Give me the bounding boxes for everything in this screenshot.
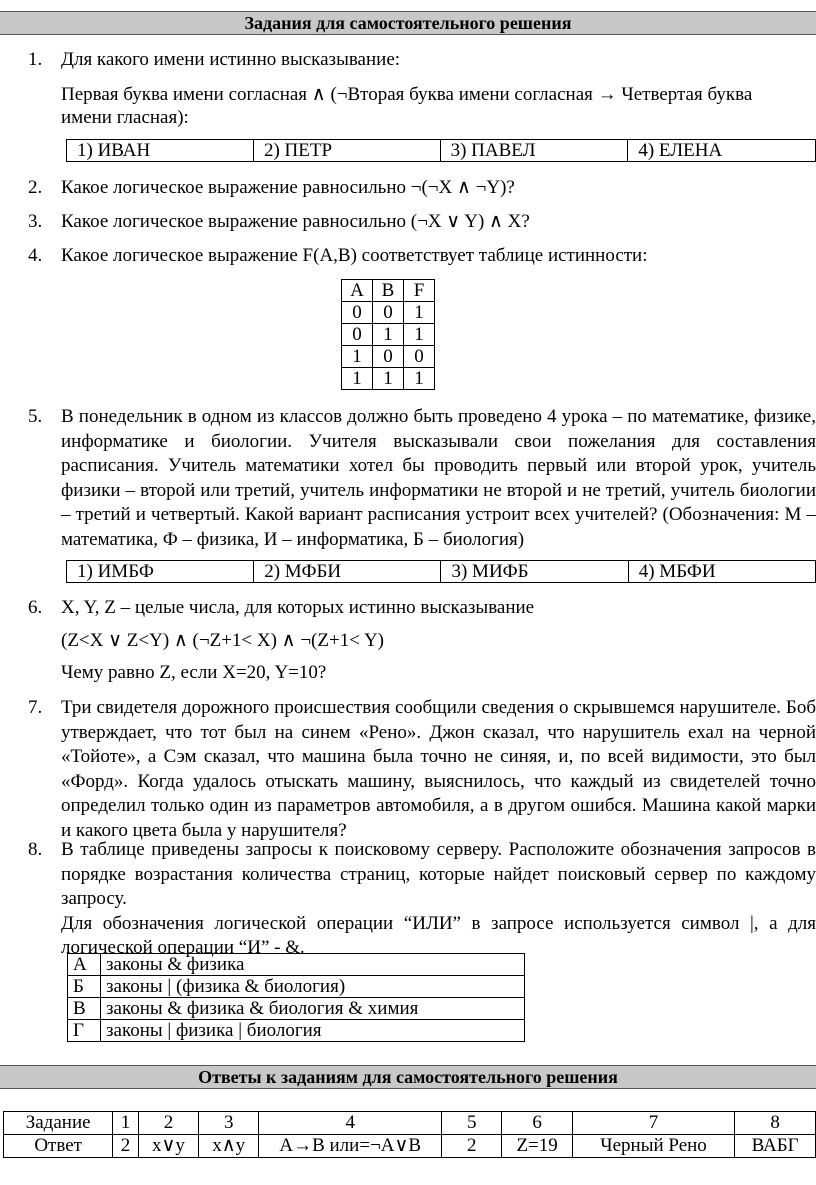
truth-table-header: A xyxy=(342,280,373,302)
q6-question: Чему равно Z, если X=20, Y=10? xyxy=(61,662,327,683)
question-4 xyxy=(28,244,816,269)
truth-table-cell: 1 xyxy=(404,302,435,324)
question-2 xyxy=(28,176,816,201)
option: 3) МИФБ xyxy=(441,561,628,583)
answers-cell: Черный Рено xyxy=(572,1135,734,1158)
table-row xyxy=(68,1020,525,1042)
answers-cell: 6 xyxy=(502,1112,572,1135)
option: 4) ЕЛЕНА xyxy=(628,140,816,162)
q1-expression-line2: имени гласная): xyxy=(61,107,189,128)
table-row xyxy=(68,976,525,998)
truth-table-cell: 1 xyxy=(373,324,404,346)
question-number: 8. xyxy=(28,839,43,860)
truth-table-cell: 1 xyxy=(342,346,373,368)
option: 3) ПАВЕЛ xyxy=(440,140,628,162)
answers-cell: 8 xyxy=(735,1112,816,1135)
query-text: законы & физика xyxy=(101,954,525,976)
truth-table-cell: 1 xyxy=(404,368,435,390)
section-header: Задания для самостоятельного решения xyxy=(0,11,816,35)
truth-table-cell: 0 xyxy=(373,346,404,368)
question-number: 6. xyxy=(28,597,43,618)
query-label: А xyxy=(68,954,101,976)
query-label: Г xyxy=(68,1020,101,1042)
question-text: Для какого имени истинно высказывание: xyxy=(61,49,401,70)
answers-cell: A→B или=¬A∨B xyxy=(259,1135,442,1158)
answers-cell: Z=19 xyxy=(502,1135,572,1158)
answers-cell: x∨y xyxy=(138,1135,198,1158)
question-text: В таблице приведены запросы к поисковому серверу. Расположите обозначения запросов в порядке возрастания количества страниц, которые найдет поисковый сервер по каждому запросу. xyxy=(61,839,816,909)
table-row xyxy=(4,1135,816,1158)
answers-table xyxy=(3,1111,816,1158)
answers-header: Ответы к заданиям для самостоятельного решения xyxy=(0,1065,816,1089)
question-number: 3. xyxy=(28,211,43,232)
query-label: Б xyxy=(68,976,101,998)
answers-cell: 7 xyxy=(572,1112,734,1135)
answers-cell: 5 xyxy=(442,1112,502,1135)
question-number: 4. xyxy=(28,245,43,266)
table-row xyxy=(68,954,525,976)
answers-cell: 4 xyxy=(259,1112,442,1135)
truth-table-cell: 1 xyxy=(342,368,373,390)
answers-cell: ВАБГ xyxy=(735,1135,816,1158)
truth-table-cell: 0 xyxy=(373,302,404,324)
truth-table-header: F xyxy=(404,280,435,302)
question-text: Какое логическое выражение F(A,B) соответствует таблице истинности: xyxy=(61,245,648,266)
q1-options-table xyxy=(66,139,816,162)
truth-table-cell: 1 xyxy=(373,368,404,390)
query-text: законы & физика & биология & химия xyxy=(101,998,525,1020)
question-6 xyxy=(28,596,816,621)
truth-table-cell: 1 xyxy=(404,324,435,346)
truth-table-cell: 0 xyxy=(404,346,435,368)
q6-expression: (Z<X ∨ Z<Y) ∧ (¬Z+1< X) ∧ ¬(Z+1< Y) xyxy=(61,630,385,651)
option: 1) ИВАН xyxy=(67,140,254,162)
truth-table xyxy=(341,279,435,390)
option: 1) ИМБФ xyxy=(67,561,254,583)
question-1 xyxy=(28,48,816,73)
truth-table-cell: 0 xyxy=(342,324,373,346)
query-table xyxy=(67,953,525,1042)
question-number: 1. xyxy=(28,49,43,70)
question-number: 7. xyxy=(28,697,43,718)
query-text: законы | физика | биология xyxy=(101,1020,525,1042)
answers-cell: Ответ xyxy=(4,1135,113,1158)
question-text: В понедельник в одном из классов должно быть проведено 4 урока – по математике, физике, информатике и биологии. Учителя высказывали свои пожелания для составления расписания. Учитель математики хотел бы проводить первый или второй урок, учитель физики – второй или третий, учитель информатики не второй и не третий, учитель биологии – третий и четвертый. Какой вариант расписания устроит всех учителей? (Обозначения: М – математика, Ф – физика, И – информатика, Б – биология) xyxy=(61,406,816,550)
truth-table-header: B xyxy=(373,280,404,302)
question-7 xyxy=(28,696,816,843)
question-number: 5. xyxy=(28,406,43,427)
answers-cell: 2 xyxy=(442,1135,502,1158)
question-note: Для обозначения логической операции “ИЛИ” в запросе используется символ |, а для логической операции “И” - &. xyxy=(61,912,816,958)
answers-cell: 1 xyxy=(113,1112,139,1135)
option: 4) МБФИ xyxy=(628,561,815,583)
table-row xyxy=(68,998,525,1020)
option: 2) МФБИ xyxy=(254,561,441,583)
option: 2) ПЕТР xyxy=(253,140,440,162)
question-text: Какое логическое выражение равносильно (¬X ∨ Y) ∧ X? xyxy=(61,211,530,232)
query-text: законы | (физика & биология) xyxy=(101,976,525,998)
question-text: Какое логическое выражение равносильно ¬(¬X ∧ ¬Y)? xyxy=(61,177,515,198)
question-3 xyxy=(28,210,816,235)
question-number: 2. xyxy=(28,177,43,198)
question-5 xyxy=(28,405,816,552)
answers-cell: 3 xyxy=(199,1112,259,1135)
answers-cell: x∧y xyxy=(199,1135,259,1158)
answers-cell: 2 xyxy=(138,1112,198,1135)
answers-cell: 2 xyxy=(113,1135,139,1158)
answers-cell: Задание xyxy=(4,1112,113,1135)
query-label: В xyxy=(68,998,101,1020)
truth-table-cell: 0 xyxy=(342,302,373,324)
table-row xyxy=(4,1112,816,1135)
question-8 xyxy=(28,838,816,961)
q1-expression-line1: Первая буква имени согласная ∧ (¬Вторая буква имени согласная → Четвертая буква xyxy=(61,84,753,105)
question-text: X, Y, Z – целые числа, для которых истинно высказывание xyxy=(61,597,535,618)
q5-options-table xyxy=(66,560,816,583)
question-text: Три свидетеля дорожного происшествия сообщили сведения о скрывшемся нарушителе. Боб утверждает, что тот был на синем «Рено». Джон сказал, что нарушитель ехал на черной «Тойоте», а Сэм сказал, что машина была точно не синяя, и, по всей видимости, это был «Форд». Когда удалось отыскать машину, выяснилось, что каждый из свидетелей точно определил только один из параметров автомобиля, а в другом ошибся. Машина какой марки и какого цвета была у нарушителя? xyxy=(61,697,816,841)
